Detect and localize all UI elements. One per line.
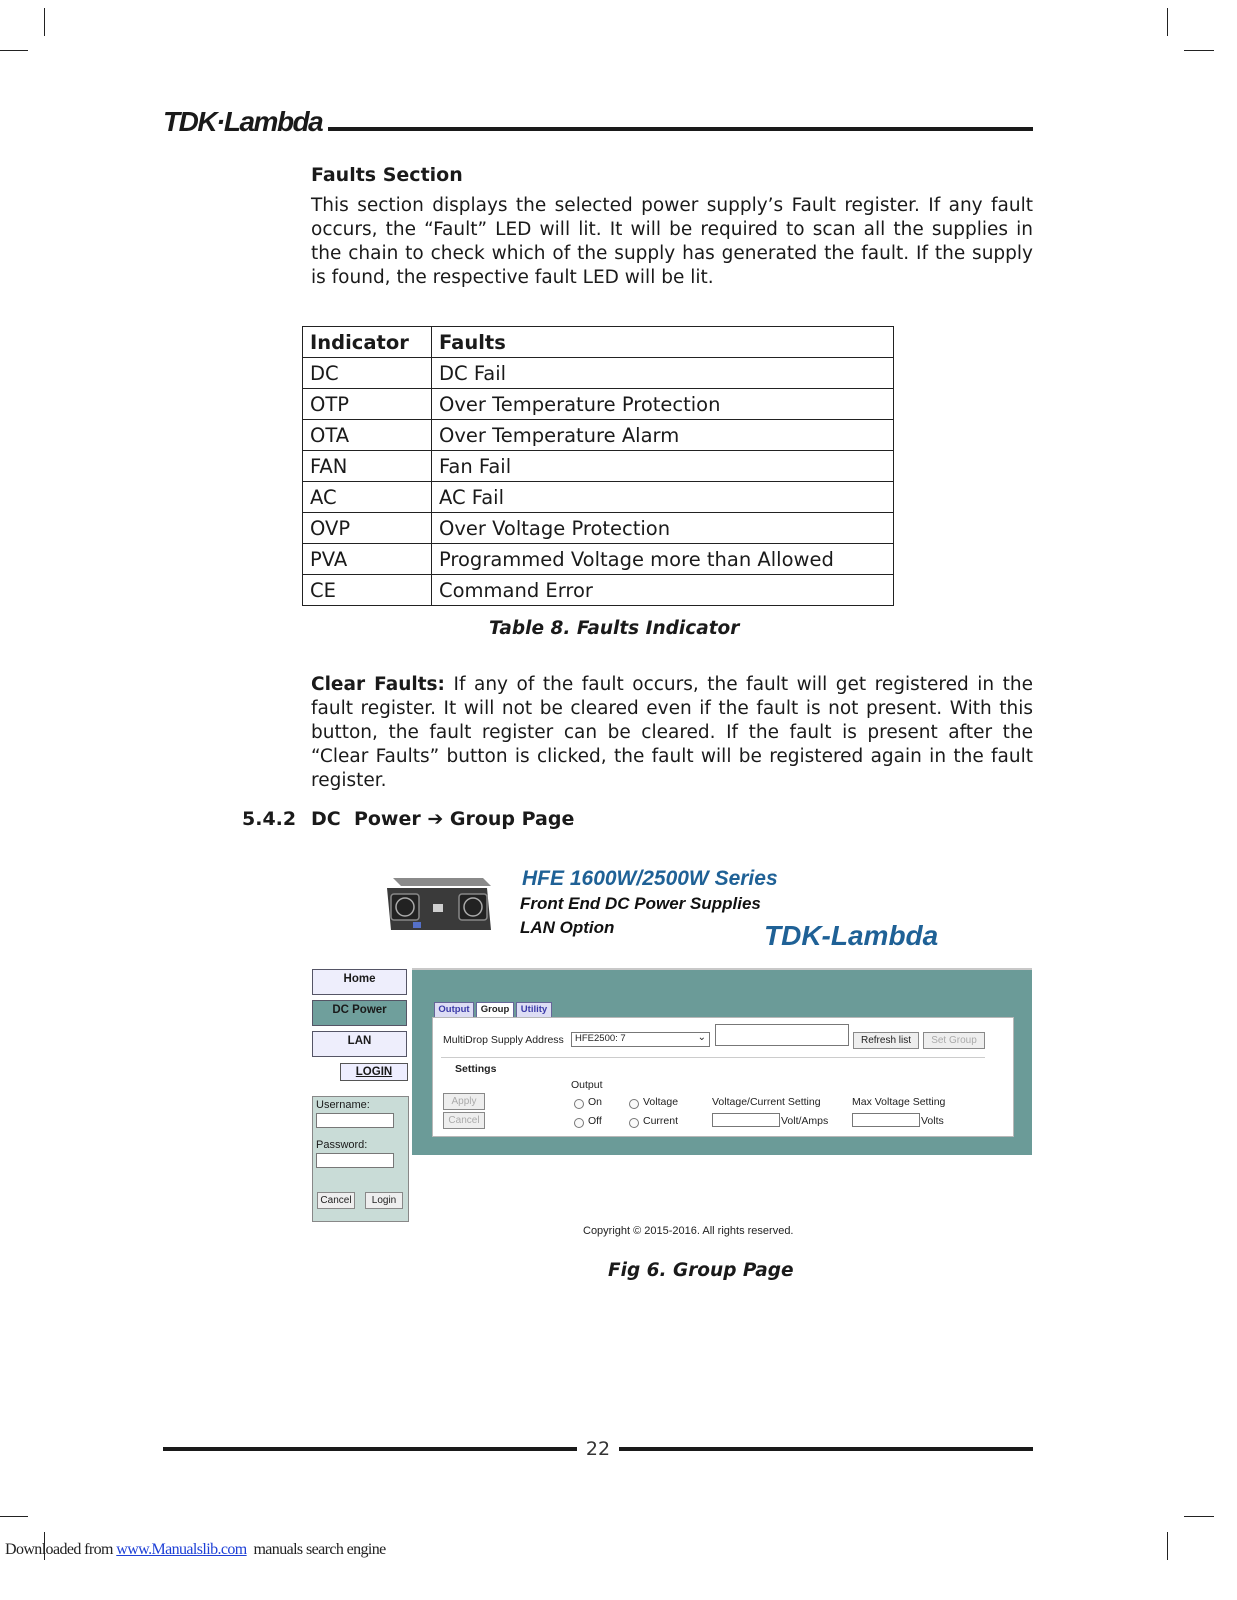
chevron-down-icon: ⌄: [697, 1032, 706, 1043]
output-label: Output: [571, 1079, 603, 1091]
faults-section-title: Faults Section: [311, 164, 463, 186]
apply-button[interactable]: Apply: [443, 1093, 485, 1110]
max-voltage-label: Max Voltage Setting: [852, 1096, 946, 1108]
page-number: 22: [585, 1438, 611, 1460]
crop-mark: [1184, 50, 1214, 51]
current-radio[interactable]: [629, 1118, 639, 1128]
table-cell: AC: [303, 482, 432, 513]
product-title: HFE 1600W/2500W Series: [522, 867, 778, 890]
faults-table: [302, 326, 894, 606]
manualslib-link[interactable]: www.Manualslib.com: [116, 1541, 247, 1558]
download-notice: [5, 1541, 386, 1559]
section-title: DC Power ➔ Group Page: [311, 808, 575, 830]
download-suffix: manuals search engine: [246, 1541, 386, 1558]
table-cell: OTA: [303, 420, 432, 451]
table-row: [303, 513, 894, 544]
tab-output[interactable]: Output: [434, 1002, 474, 1017]
table-cell: FAN: [303, 451, 432, 482]
table-cell: CE: [303, 575, 432, 606]
table-row: [303, 389, 894, 420]
clear-faults-text: If any of the fault occurs, the fault will get registered in the fault register. It will not be cleared even if the fault is not present. With this button, the fault register can be cleared. If the fault is present after the “Clear Faults” button is clicked, the fault will be registered again in the fault register.: [311, 674, 1033, 791]
output-off-radio[interactable]: [574, 1118, 584, 1128]
voltage-radio[interactable]: [629, 1099, 639, 1109]
clear-faults-paragraph: [311, 673, 1033, 793]
footer-rule-right: [619, 1447, 1033, 1451]
crop-mark: [44, 8, 45, 36]
crop-mark: [1184, 1516, 1214, 1517]
product-subtitle: Front End DC Power Supplies: [520, 894, 761, 913]
table-header-cell: Indicator: [303, 327, 432, 358]
login-form: [312, 1096, 409, 1222]
table-cell: Command Error: [432, 575, 894, 606]
refresh-list-button[interactable]: Refresh list: [853, 1032, 919, 1049]
vc-setting-input[interactable]: [712, 1113, 780, 1127]
max-voltage-input[interactable]: [852, 1113, 920, 1127]
faults-section-paragraph: This section displays the selected power supply’s Fault register. If any fault occurs, the “Fault” LED will lit. It will be required to scan all the supplies in the chain to check which of the supply has generated the fault. If the supply is found, the respective fault LED will be lit.: [311, 195, 1033, 288]
login-submit-button[interactable]: Login: [365, 1192, 403, 1209]
crop-mark: [1167, 8, 1168, 36]
nav-login-button[interactable]: LOGIN: [340, 1063, 408, 1081]
nav-lan-button[interactable]: LAN: [312, 1031, 407, 1057]
figure-caption: Fig 6. Group Page: [608, 1260, 794, 1281]
password-input[interactable]: [316, 1153, 394, 1168]
product-option: LAN Option: [520, 918, 615, 937]
nav-dc-power-button[interactable]: DC Power: [312, 1000, 407, 1026]
nav-home-button[interactable]: Home: [312, 969, 407, 995]
download-prefix: Downloaded from: [5, 1541, 117, 1558]
table-cell: OVP: [303, 513, 432, 544]
password-label: Password:: [316, 1139, 368, 1151]
table-cell: Fan Fail: [432, 451, 894, 482]
footer-rule-left: [163, 1447, 577, 1451]
table-header-row: [303, 327, 894, 358]
tab-utility[interactable]: Utility: [516, 1002, 552, 1017]
dc-power-panel: [412, 968, 1032, 1155]
output-on-label: On: [588, 1096, 603, 1108]
table-cell: PVA: [303, 544, 432, 575]
current-label: Current: [643, 1115, 679, 1127]
table-cell: DC: [303, 358, 432, 389]
brand-logo: TDK·Lambda: [163, 106, 323, 137]
voltage-label: Voltage: [643, 1096, 679, 1108]
vc-setting-label: Voltage/Current Setting: [712, 1096, 821, 1108]
vc-unit-label: Volt/Amps: [781, 1115, 829, 1127]
table-row: [303, 482, 894, 513]
crop-mark: [1167, 1532, 1168, 1560]
username-input[interactable]: [316, 1113, 394, 1128]
section-number: 5.4.2: [242, 808, 297, 830]
header-rule: [328, 127, 1033, 131]
settings-label: Settings: [455, 1063, 497, 1075]
table-cell: Over Temperature Alarm: [432, 420, 894, 451]
group-settings-panel: [432, 1017, 1014, 1137]
table-row: [303, 420, 894, 451]
table-cell: Over Voltage Protection: [432, 513, 894, 544]
crop-mark: [0, 1516, 28, 1517]
login-cancel-button[interactable]: Cancel: [317, 1192, 355, 1209]
output-on-radio[interactable]: [574, 1099, 584, 1109]
group-address-input[interactable]: [715, 1024, 849, 1046]
crop-mark: [0, 50, 28, 51]
table-caption: Table 8. Faults Indicator: [489, 618, 740, 639]
max-voltage-unit: Volts: [921, 1115, 944, 1127]
table-row: [303, 358, 894, 389]
table-row: [303, 575, 894, 606]
table-header-cell: Faults: [432, 327, 894, 358]
clear-faults-label: Clear Faults:: [311, 674, 445, 695]
table-cell: Programmed Voltage more than Allowed: [432, 544, 894, 575]
table-cell: AC Fail: [432, 482, 894, 513]
table-cell: Over Temperature Protection: [432, 389, 894, 420]
multidrop-select[interactable]: [571, 1032, 710, 1047]
tab-group[interactable]: Group: [476, 1002, 514, 1017]
copyright-text: Copyright © 2015-2016. All rights reserved.: [583, 1225, 794, 1237]
output-off-label: Off: [588, 1115, 602, 1127]
table-cell: DC Fail: [432, 358, 894, 389]
multidrop-label: MultiDrop Supply Address: [443, 1034, 564, 1046]
multidrop-value: HFE2500: 7: [575, 1033, 626, 1044]
tdk-lambda-logo: TDK-Lambda: [764, 920, 939, 951]
power-supply-image: [387, 874, 491, 930]
table-row: [303, 451, 894, 482]
table-cell: OTP: [303, 389, 432, 420]
set-group-button[interactable]: Set Group: [923, 1032, 985, 1049]
table-row: [303, 544, 894, 575]
cancel-button[interactable]: Cancel: [443, 1112, 485, 1129]
username-label: Username:: [316, 1099, 370, 1111]
group-page-figure: [310, 862, 1035, 1247]
settings-divider: [441, 1057, 985, 1058]
